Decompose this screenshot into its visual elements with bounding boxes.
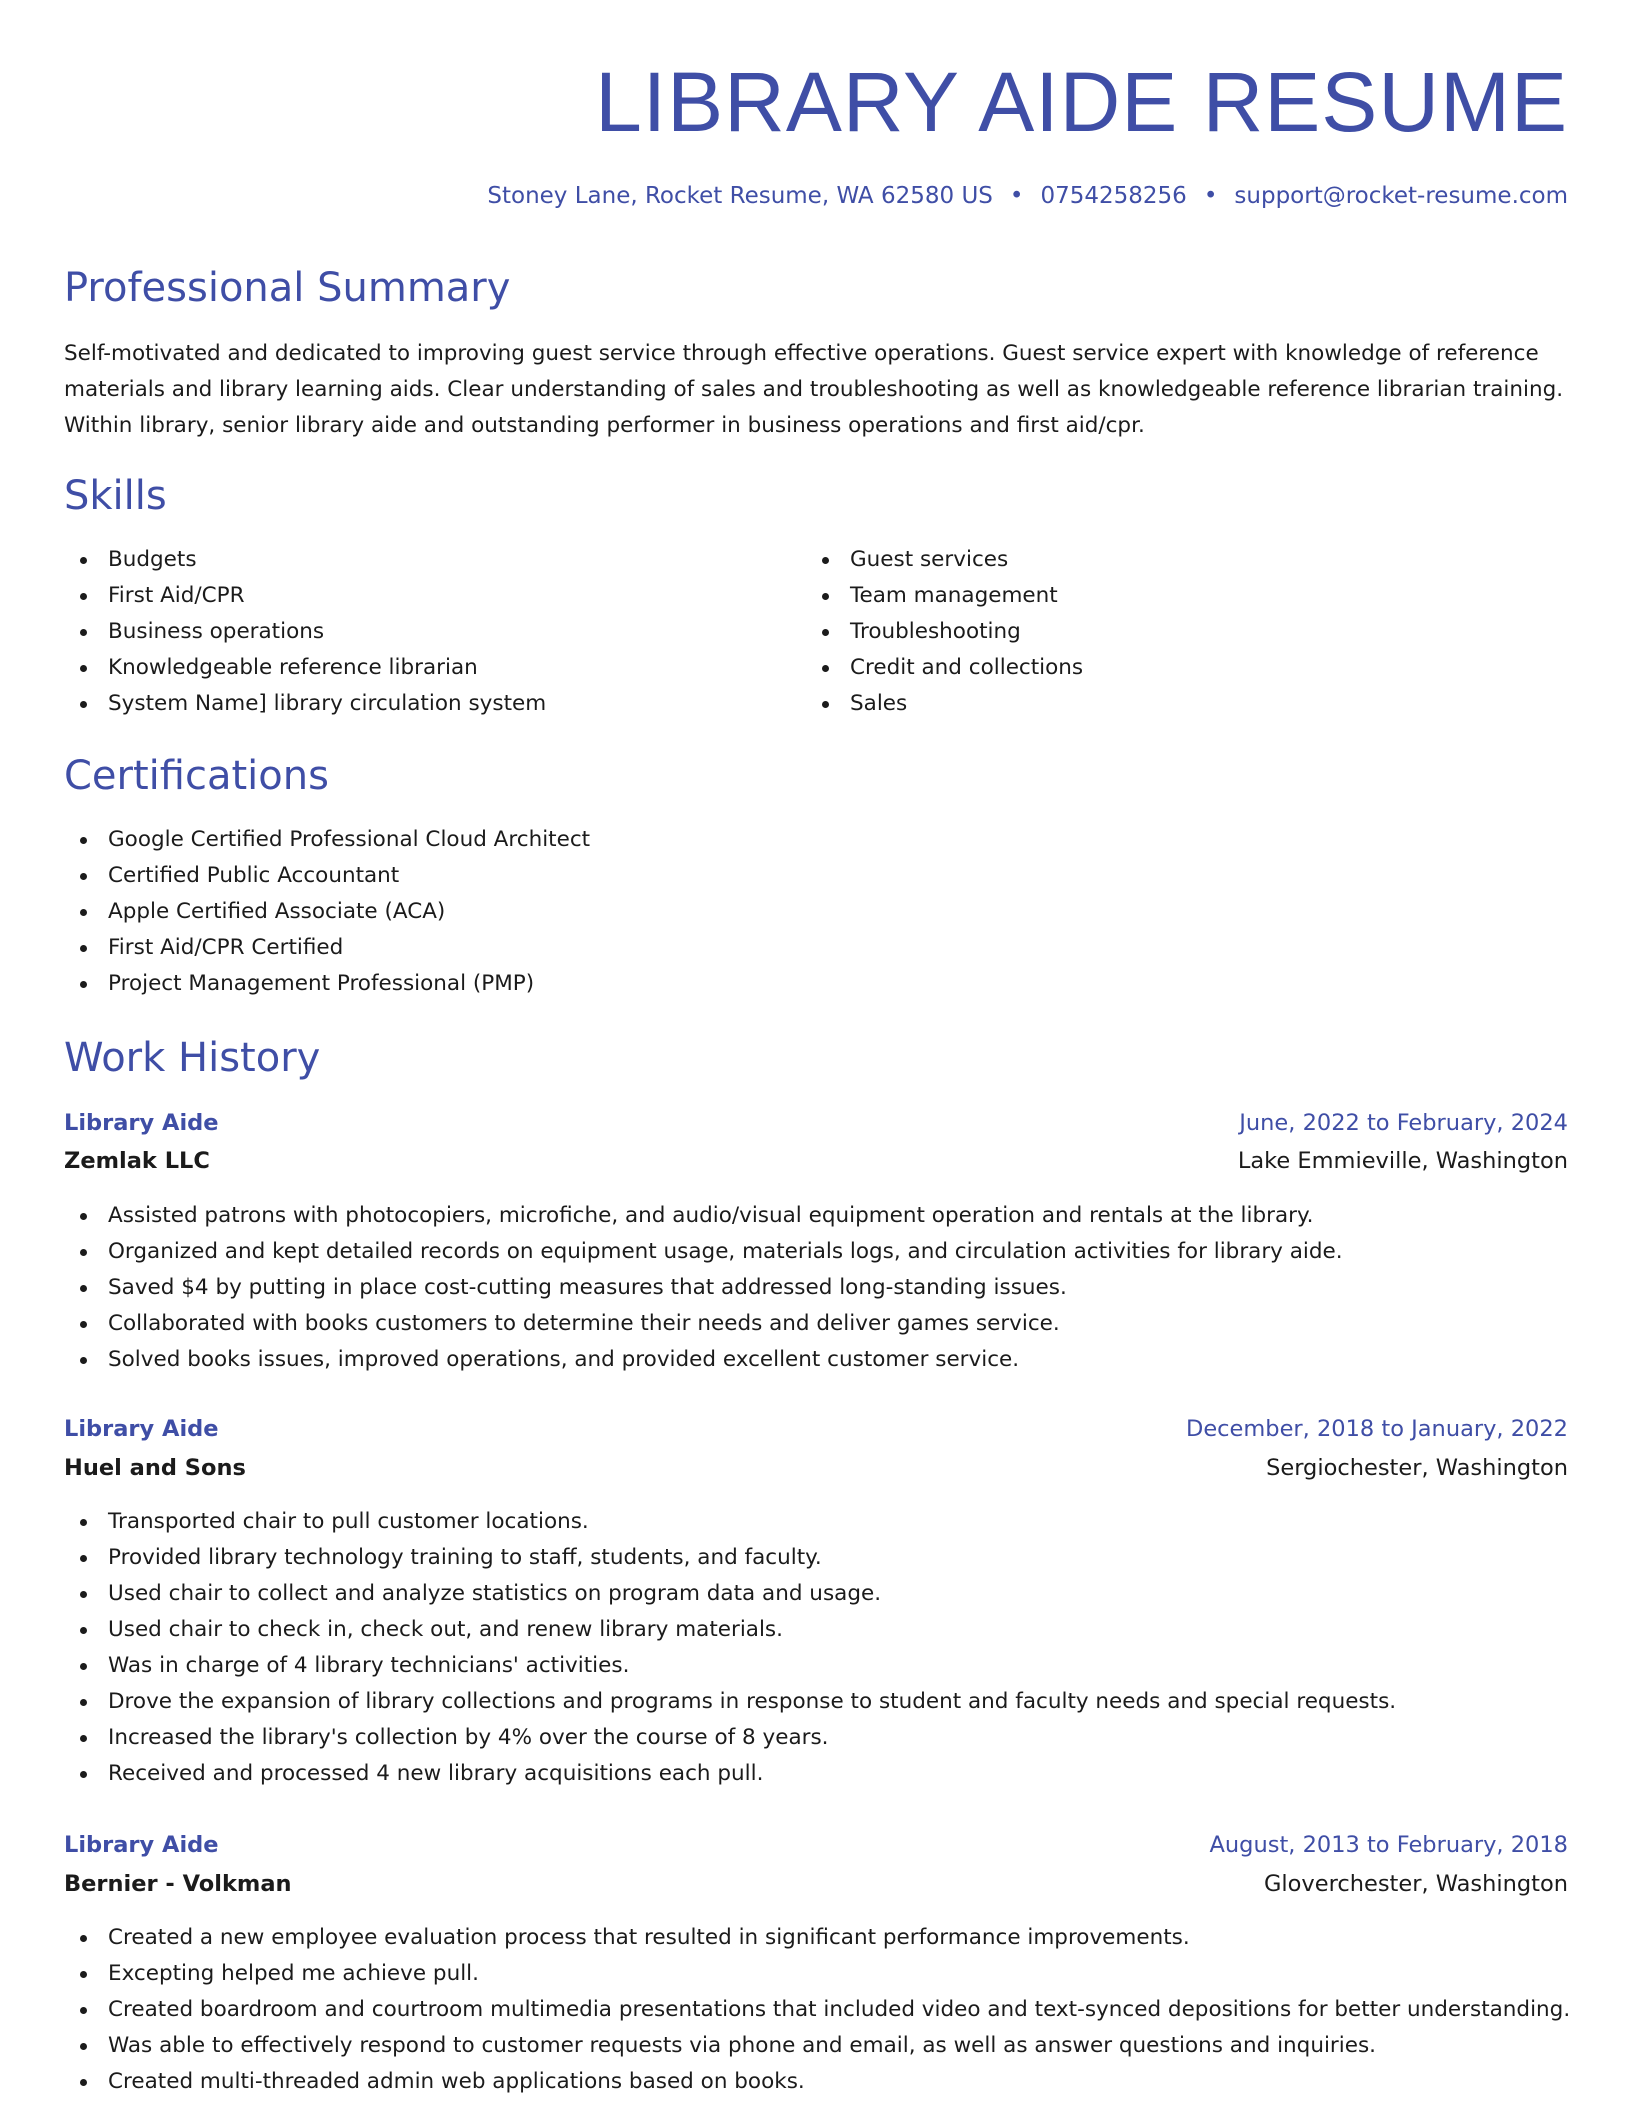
job-dates: August, 2013 to February, 2018 xyxy=(1209,1832,1568,1858)
job-bullets xyxy=(64,1504,1568,1792)
job-title: Library Aide xyxy=(64,1832,219,1858)
job-location: Sergiochester, Washington xyxy=(1266,1455,1568,1481)
skills-heading: Skills xyxy=(64,473,167,519)
job-title: Library Aide xyxy=(64,1110,219,1136)
job-bullets xyxy=(64,1198,1568,1378)
skill-item: Budgets xyxy=(64,542,764,578)
job-bullet: Created a new employee evaluation process that resulted in significant performance improvements. xyxy=(64,1920,1568,1956)
job-bullet: Was in charge of 4 library technicians' activities. xyxy=(64,1648,1568,1684)
certification-item: Apple Certified Associate (ACA) xyxy=(64,894,1568,930)
work-history-heading: Work History xyxy=(64,1035,321,1081)
certification-item: Project Management Professional (PMP) xyxy=(64,966,1568,1002)
resume-title: LIBRARY AIDE RESUME xyxy=(595,55,1568,149)
job-company: Huel and Sons xyxy=(64,1455,246,1481)
job-bullet: Excepting helped me achieve pull. xyxy=(64,1956,1568,1992)
summary-heading: Professional Summary xyxy=(64,265,511,311)
job-bullet: Transported chair to pull customer locations. xyxy=(64,1504,1568,1540)
job-location: Gloverchester, Washington xyxy=(1263,1871,1568,1897)
skill-item: Troubleshooting xyxy=(806,614,1506,650)
job-company: Bernier - Volkman xyxy=(64,1871,292,1897)
job-bullet: Provided library technology training to staff, students, and faculty. xyxy=(64,1540,1568,1576)
job-title: Library Aide xyxy=(64,1416,219,1442)
contact-phone: 0754258256 xyxy=(1040,183,1187,209)
job-location: Lake Emmieville, Washington xyxy=(1237,1148,1568,1174)
skill-item: Sales xyxy=(806,686,1506,722)
job-bullet: Solved books issues, improved operations, and provided excellent customer service. xyxy=(64,1342,1568,1378)
skill-item: Credit and collections xyxy=(806,650,1506,686)
skill-item: Knowledgeable reference librarian xyxy=(64,650,764,686)
skill-item: System Name] library circulation system xyxy=(64,686,764,722)
contact-address: Stoney Lane, Rocket Resume, WA 62580 US xyxy=(487,183,993,209)
job-bullet: Created boardroom and courtroom multimedia presentations that included video and text-synced depositions for better understanding. xyxy=(64,1992,1568,2028)
job-bullet: Organized and kept detailed records on equipment usage, materials logs, and circulation activities for library aide. xyxy=(64,1234,1568,1270)
certifications-list xyxy=(64,822,1568,1002)
job-bullet: Drove the expansion of library collections and programs in response to student and faculty needs and special requests. xyxy=(64,1684,1568,1720)
job-bullet: Increased the library's collection by 4% over the course of 8 years. xyxy=(64,1720,1568,1756)
certification-item: Certified Public Accountant xyxy=(64,858,1568,894)
job-bullet: Saved $4 by putting in place cost-cutting measures that addressed long-standing issues. xyxy=(64,1270,1568,1306)
summary-text: Self-motivated and dedicated to improving guest service through effective operations. Guest service expert with knowledge of reference materials and library learning aids. Clear understanding of sales and troubleshooting as well as knowledgeable reference librarian training. Within library, senior library aide and outstanding performer in business operations and first aid/cpr. xyxy=(64,341,1564,438)
job-bullet: Used chair to check in, check out, and renew library materials. xyxy=(64,1612,1568,1648)
job-bullet: Collaborated with books customers to determine their needs and deliver games service. xyxy=(64,1306,1568,1342)
job-bullet: Assisted patrons with photocopiers, microfiche, and audio/visual equipment operation and rentals at the library. xyxy=(64,1198,1568,1234)
job-bullet: Used chair to collect and analyze statistics on program data and usage. xyxy=(64,1576,1568,1612)
skill-item: Guest services xyxy=(806,542,1506,578)
contact-separator: • xyxy=(1009,183,1024,209)
contact-email[interactable]: support@rocket-resume.com xyxy=(1234,183,1568,209)
job-company: Zemlak LLC xyxy=(64,1148,210,1174)
skills-list-right xyxy=(806,542,1506,722)
skill-item: Team management xyxy=(806,578,1506,614)
job-bullet: Created multi-threaded admin web applications based on books. xyxy=(64,2064,1568,2100)
job-dates: December, 2018 to January, 2022 xyxy=(1186,1416,1568,1442)
skill-item: First Aid/CPR xyxy=(64,578,764,614)
job-bullet: Received and processed 4 new library acquisitions each pull. xyxy=(64,1756,1568,1792)
certification-item: First Aid/CPR Certified xyxy=(64,930,1568,966)
certification-item: Google Certified Professional Cloud Architect xyxy=(64,822,1568,858)
contact-separator: • xyxy=(1203,183,1218,209)
job-dates: June, 2022 to February, 2024 xyxy=(1239,1110,1568,1136)
contact-line xyxy=(487,180,1568,212)
job-bullet: Was able to effectively respond to customer requests via phone and email, as well as answer questions and inquiries. xyxy=(64,2028,1568,2064)
certifications-heading: Certifications xyxy=(64,753,329,799)
skill-item: Business operations xyxy=(64,614,764,650)
job-bullets xyxy=(64,1920,1571,2100)
skills-list-left xyxy=(64,542,764,722)
